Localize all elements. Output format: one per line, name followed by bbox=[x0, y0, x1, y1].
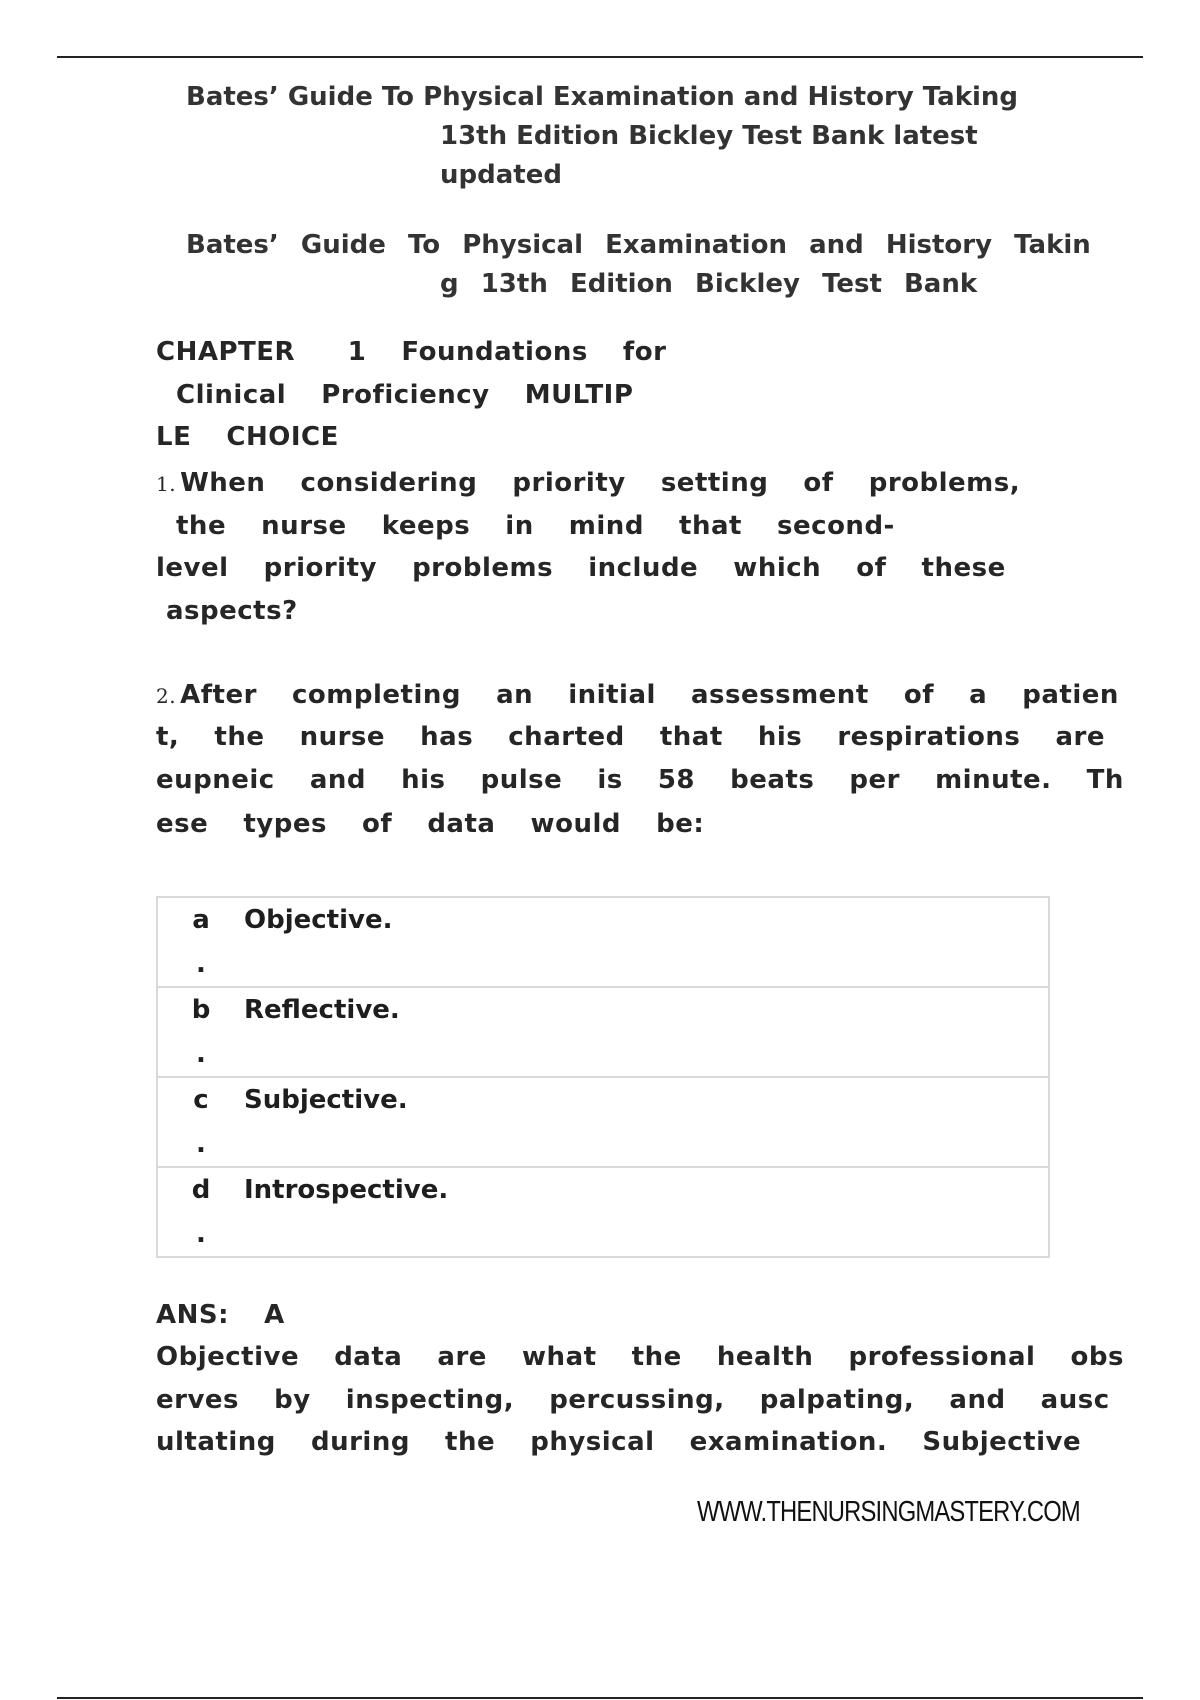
question-2-line-3: eupneic and his pulse is 58 beats per minute. Th bbox=[156, 765, 1124, 795]
document-subtitle-line-2: g 13th Edition Bickley Test Bank bbox=[440, 269, 978, 299]
answer-options-table bbox=[156, 896, 1050, 1258]
question-2-line-2: t, the nurse has charted that his respirations are bbox=[156, 722, 1105, 752]
option-letter-b: b bbox=[191, 995, 211, 1025]
chapter-heading-line-2: Clinical Proficiency MULTIP bbox=[176, 380, 634, 410]
option-row-d: d . Introspective. bbox=[157, 1167, 1049, 1257]
rationale-line-1: Objective data are what the health professional obs bbox=[156, 1342, 1124, 1372]
rationale-line-2: erves by inspecting, percussing, palpating, and ausc bbox=[156, 1385, 1110, 1415]
bottom-rule bbox=[57, 1697, 1143, 1699]
rationale-line-3: ultating during the physical examination. Subjective bbox=[156, 1427, 1082, 1457]
option-text-c: Subjective. bbox=[244, 1085, 408, 1115]
document-title-line-1: Bates’ Guide To Physical Examination and History Taking bbox=[186, 82, 1019, 112]
question-2-number: 2. bbox=[156, 684, 177, 708]
option-letter-d: d bbox=[191, 1175, 211, 1205]
answer-label: ANS: A bbox=[156, 1300, 285, 1330]
question-1-line-3: level priority problems include which of these bbox=[156, 553, 1006, 583]
chapter-heading-line-1: CHAPTER 1 Foundations for bbox=[156, 337, 667, 367]
document-subtitle-line-1: Bates’ Guide To Physical Examination and History Takin bbox=[186, 230, 1091, 260]
option-text-b: Reflective. bbox=[244, 995, 400, 1025]
question-2-line-1: 2. After completing an initial assessment of a patien bbox=[156, 680, 1119, 710]
option-text-d: Introspective. bbox=[244, 1175, 449, 1205]
option-row-a: a . Objective. bbox=[157, 897, 1049, 987]
chapter-heading-line-3: LE CHOICE bbox=[156, 422, 339, 452]
option-row-c: c . Subjective. bbox=[157, 1077, 1049, 1167]
question-1-line-2: the nurse keeps in mind that second- bbox=[176, 511, 895, 541]
top-rule bbox=[57, 56, 1143, 58]
document-title-line-3: updated bbox=[440, 160, 562, 190]
question-1-line-4: aspects? bbox=[166, 596, 298, 626]
document-title-line-2: 13th Edition Bickley Test Bank latest bbox=[440, 121, 978, 151]
option-text-a: Objective. bbox=[244, 905, 393, 935]
question-1-number: 1. bbox=[156, 472, 177, 496]
question-2-line-4: ese types of data would be: bbox=[156, 809, 705, 839]
question-1-line-1: 1. When considering priority setting of problems, bbox=[156, 468, 1021, 498]
option-letter-a: a bbox=[192, 905, 210, 935]
footer-website-url: WWW.THENURSINGMASTERY.COM bbox=[697, 1496, 1080, 1528]
option-letter-c: c bbox=[193, 1085, 209, 1115]
option-row-b: b . Reflective. bbox=[157, 987, 1049, 1077]
